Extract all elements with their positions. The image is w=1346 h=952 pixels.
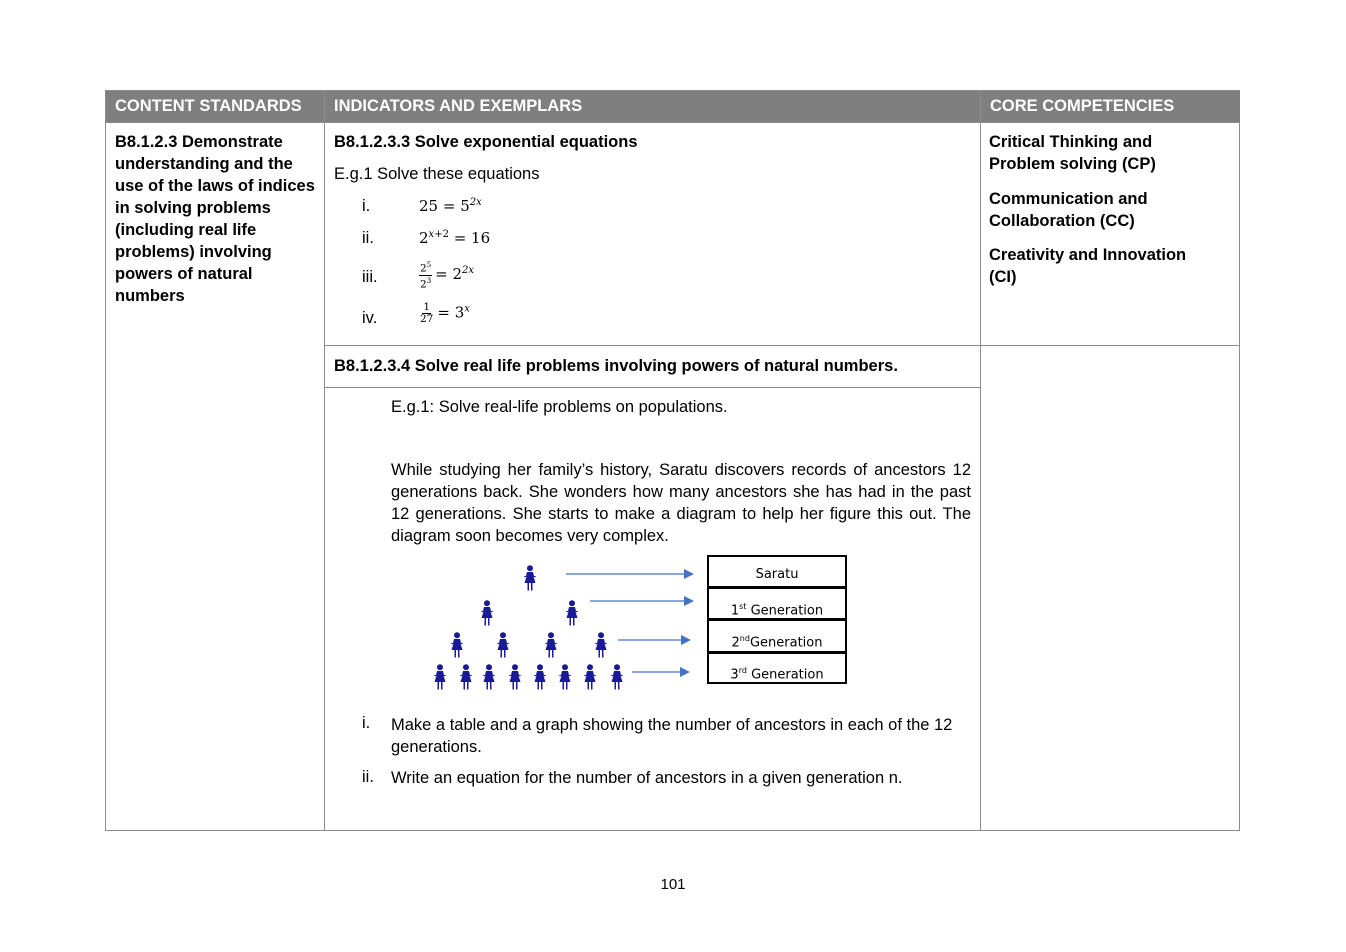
header-indicators-exemplars: INDICATORS AND EXEMPLARS bbox=[325, 91, 981, 122]
equation-iii: $\frac{2^5}{2^3}$ = $2^{2x}$ bbox=[420, 261, 475, 290]
competency-ci: Creativity and Innovation (CI) bbox=[989, 246, 1187, 286]
box-generation-3: 3rd Generation bbox=[707, 652, 847, 684]
competency-cp: Critical Thinking and Problem solving (CP) bbox=[989, 133, 1156, 173]
equation-num-iii: iii. bbox=[362, 268, 378, 286]
task-num-i: i. bbox=[362, 714, 371, 732]
saratu-paragraph: While studying her family’s history, Saratu discovers records of ancestors 12 generations back. She wonders how many ancestors she has had in the past 12 generations. She starts to make a diagram to help her figure this out. The diagram soon becomes very complex. bbox=[391, 461, 971, 545]
woman-figure-icon bbox=[482, 664, 496, 690]
task-ii: Write an equation for the number of ancestors in a given generation n. bbox=[391, 769, 903, 787]
equation-ii: $2^{x+2} = 16$ bbox=[419, 229, 491, 247]
row-divider-1 bbox=[324, 345, 1240, 346]
woman-figure-icon bbox=[533, 664, 547, 690]
woman-figure-icon bbox=[480, 600, 494, 626]
col-divider-2 bbox=[980, 91, 981, 831]
woman-figure-icon bbox=[496, 632, 510, 658]
woman-figure-icon bbox=[544, 632, 558, 658]
woman-figure-icon bbox=[433, 664, 447, 690]
woman-figure-icon bbox=[450, 632, 464, 658]
woman-figure-icon bbox=[583, 664, 597, 690]
arrow-right-icon bbox=[566, 568, 696, 580]
indicator-2-example: E.g.1: Solve real-life problems on populations. bbox=[391, 398, 728, 416]
box-generation-1: 1st Generation bbox=[707, 587, 847, 620]
competency-cc: Communication and Collaboration (CC) bbox=[989, 190, 1148, 230]
equation-iv: $\frac{1}{27}$ = $3^x$ bbox=[420, 301, 470, 325]
header-content-standards: CONTENT STANDARDS bbox=[106, 91, 325, 122]
task-num-ii: ii. bbox=[362, 768, 374, 786]
indicator-2-title: B8.1.2.3.4 Solve real life problems involving powers of natural numbers. bbox=[334, 357, 898, 375]
arrow-right-icon bbox=[590, 595, 696, 607]
woman-figure-icon bbox=[594, 632, 608, 658]
col-divider-1 bbox=[324, 91, 325, 831]
box-saratu: Saratu bbox=[707, 555, 847, 588]
indicator-1-example: E.g.1 Solve these equations bbox=[334, 165, 540, 183]
equation-i: $25 = 5^{2x}$ bbox=[419, 197, 482, 215]
row-divider-2 bbox=[324, 387, 980, 388]
box-generation-2: 2ndGeneration bbox=[707, 619, 847, 653]
equation-num-ii: ii. bbox=[362, 229, 374, 247]
woman-figure-icon bbox=[558, 664, 572, 690]
woman-figure-icon bbox=[610, 664, 624, 690]
arrow-right-icon bbox=[632, 666, 692, 678]
woman-figure-icon bbox=[523, 565, 537, 591]
page-number: 101 bbox=[660, 876, 686, 893]
arrow-right-icon bbox=[618, 634, 693, 646]
header-core-competencies: CORE COMPETENCIES bbox=[981, 91, 1240, 122]
woman-figure-icon bbox=[565, 600, 579, 626]
equation-num-i: i. bbox=[362, 197, 371, 215]
content-standard-text: B8.1.2.3 Demonstrate understanding and the use of the laws of indices in solving problems (including real life problems) involving powers of natural numbers bbox=[115, 133, 315, 305]
task-i: Make a table and a graph showing the number of ancestors in each of the 12 generations. bbox=[391, 716, 953, 756]
equation-num-iv: iv. bbox=[362, 309, 378, 327]
woman-figure-icon bbox=[508, 664, 522, 690]
woman-figure-icon bbox=[459, 664, 473, 690]
header-underline bbox=[106, 122, 1240, 123]
indicator-1-title: B8.1.2.3.3 Solve exponential equations bbox=[334, 133, 638, 151]
